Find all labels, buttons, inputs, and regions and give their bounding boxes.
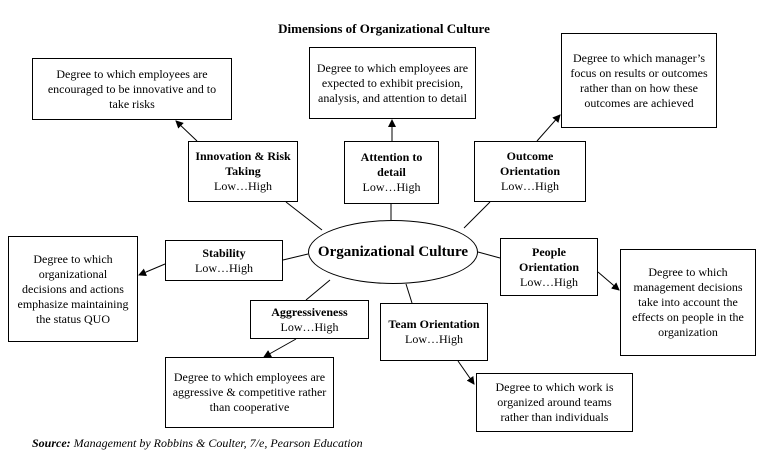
- description-text: Degree to which employees are encouraged to be innovative and to take risks: [47, 66, 217, 111]
- dimension-name: Team Orientation: [388, 317, 480, 331]
- dimension-scale: Low…High: [195, 260, 253, 275]
- description-attention: [309, 47, 476, 119]
- dimension-scale: Low…High: [280, 319, 339, 334]
- spoke-outcome: [464, 202, 490, 228]
- description-aggressiveness: [165, 357, 334, 428]
- arrow-team: [458, 361, 474, 384]
- dimension-name: Aggressiveness: [271, 304, 348, 319]
- arrow-stability: [139, 264, 165, 275]
- dimension-stability: [165, 240, 283, 281]
- source-text: Management by Robbins & Coulter, 7/e, Pearson Education: [73, 436, 363, 450]
- description-text: Degree to which management decisions take into account the effects on people in the organization: [632, 265, 744, 339]
- dimension-aggressiveness: [250, 300, 369, 339]
- spoke-people: [478, 252, 500, 258]
- description-people: [620, 249, 756, 356]
- arrow-outcome: [537, 115, 560, 141]
- dimension-scale: Low…High: [501, 179, 559, 193]
- dimension-innovation: [188, 141, 298, 202]
- spoke-team: [406, 284, 412, 303]
- description-text: Degree to which manager’s focus on results or outcomes rather than on how these outcomes are achieved: [570, 50, 708, 110]
- dimension-scale: Low…High: [405, 332, 463, 346]
- description-text: Degree to which organizational decisions and actions emphasize maintaining the status QUO: [17, 251, 129, 326]
- dimension-name: Innovation & Risk Taking: [195, 149, 291, 178]
- arrow-innovation: [176, 121, 197, 141]
- dimension-name: People Orientation: [519, 244, 579, 274]
- arrow-aggressiveness: [264, 339, 296, 357]
- diagram-title: Dimensions of Organizational Culture: [278, 21, 490, 36]
- description-stability: [8, 236, 138, 342]
- dimension-scale: Low…High: [214, 179, 272, 193]
- dimension-name: Stability: [202, 245, 246, 260]
- description-text: Degree to which employees are aggressive & competitive rather than cooperative: [172, 370, 327, 414]
- source-citation: [32, 436, 363, 451]
- arrow-people: [598, 272, 619, 290]
- dimension-attention: [344, 141, 439, 204]
- spoke-aggressiveness: [306, 280, 330, 300]
- dimension-team: [380, 303, 488, 361]
- description-team: [476, 373, 633, 432]
- spoke-stability: [283, 254, 308, 260]
- dimension-name: Attention to detail: [360, 150, 423, 179]
- description-outcome: [561, 33, 717, 128]
- dimension-scale: Low…High: [520, 274, 578, 289]
- dimension-scale: Low…High: [362, 180, 421, 194]
- dimension-outcome: [474, 141, 586, 202]
- description-text: Degree to which work is organized around teams rather than individuals: [495, 380, 614, 424]
- description-innovation: [32, 58, 232, 120]
- spoke-innovation: [286, 202, 322, 230]
- source-label: Source:: [32, 436, 71, 450]
- dimension-people: [500, 238, 598, 296]
- dimension-name: Outcome Orientation: [500, 149, 560, 178]
- central-node-label: Organizational Culture: [317, 244, 469, 260]
- central-node: [308, 220, 478, 284]
- description-text: Degree to which employees are expected to exhibit precision, analysis, and attention to detail: [316, 60, 469, 105]
